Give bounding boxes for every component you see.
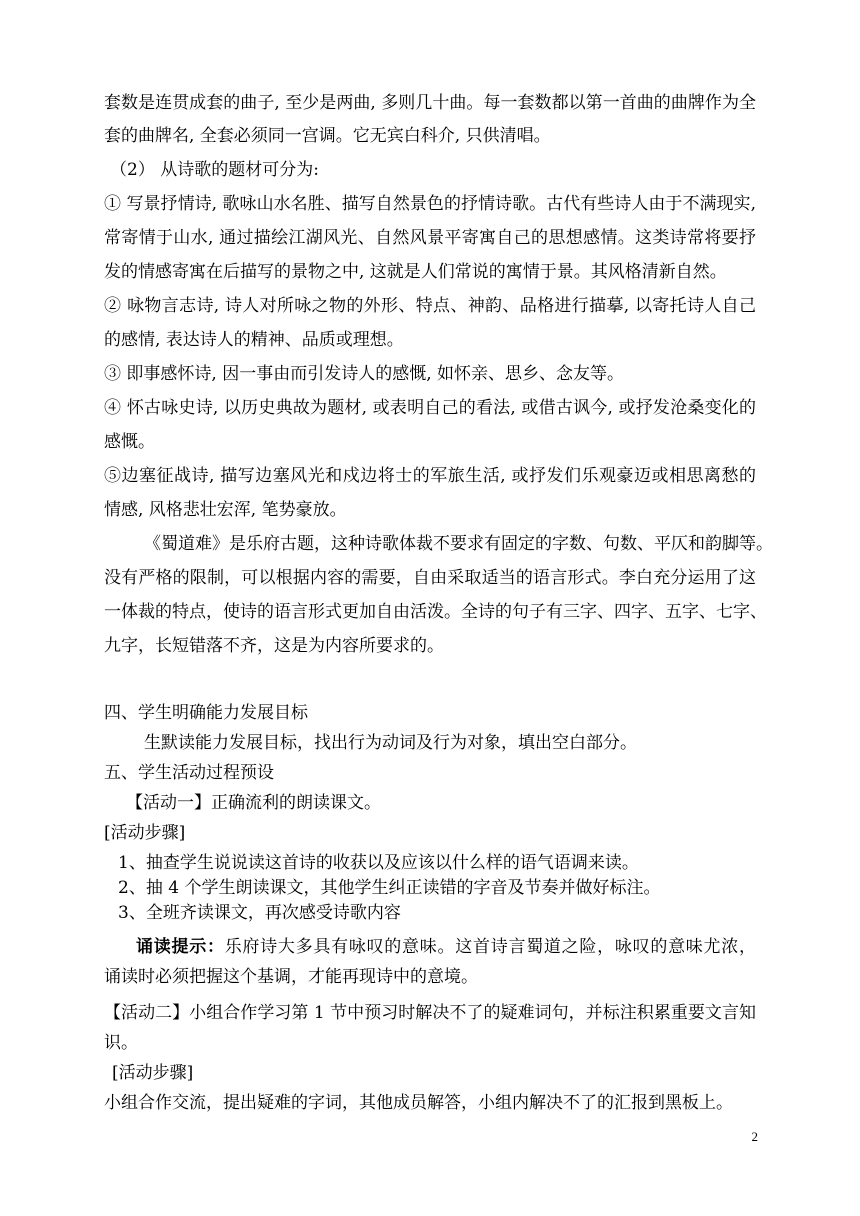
text-line: 小组合作交流，提出疑难的字词，其他成员解答，小组内解决不了的汇报到黑板上。: [104, 1093, 733, 1113]
text-line: 套的曲牌名, 全套必须同一宫调。它无宾白科介, 只供清唱。: [104, 126, 551, 146]
reading-tip-text: 乐府诗大多具有咏叹的意味。这首诗言蜀道之险，咏叹的意味尤浓，: [224, 937, 757, 957]
text-line: 套数是连贯成套的曲子, 至少是两曲, 多则几十曲。每一套数都以第一首曲的曲牌作为全: [104, 93, 756, 113]
text-line: 的感情, 表达诗人的精神、品质或理想。: [104, 330, 404, 350]
text-line: 九字，长短错落不齐，这是为内容所要求的。: [104, 636, 444, 656]
reading-tip-label: 诵读提示：: [136, 937, 225, 957]
activity-heading: 【活动二】小组合作学习第 1 节中预习时解决不了的疑难词句，并标注积累重要文言知: [104, 1003, 756, 1023]
page-number: 2: [751, 1129, 758, 1144]
text-line: 生默读能力发展目标，找出行为动词及行为对象，填出空白部分。: [144, 733, 637, 753]
step-item: 2、抽 4 个学生朗读课文，其他学生纠正读错的字音及节奏并做好标注。: [118, 878, 661, 898]
step-item: 3、全班齐读课文，再次感受诗歌内容: [118, 903, 401, 923]
text-line: ③ 即事感怀诗, 因一事由而引发诗人的感慨, 如怀亲、思乡、念友等。: [104, 364, 625, 384]
text-line: 一体裁的特点，使诗的语言形式更加自由活泼。全诗的句子有三字、四字、五字、七字、: [104, 602, 767, 622]
text-line: 诵读时必须把握这个基调，才能再现诗中的意境。: [104, 967, 478, 987]
text-line: 没有严格的限制，可以根据内容的需要，自由采取适当的语言形式。李白充分运用了这: [104, 568, 756, 588]
section-subheading: （2） 从诗歌的题材可分为:: [110, 160, 319, 180]
section-heading: 五、学生活动过程预设: [104, 763, 274, 783]
text-line: ② 咏物言志诗, 诗人对所咏之物的外形、特点、神韵、品格进行描摹, 以寄托诗人自己: [104, 296, 756, 316]
section-heading: 四、学生明确能力发展目标: [104, 703, 308, 723]
activity-heading: 【活动一】正确流利的朗读课文。: [126, 793, 381, 813]
text-line: ④ 怀古咏史诗, 以历史典故为题材, 或表明自己的看法, 或借古讽今, 或抒发沧桑变化的: [104, 398, 756, 418]
text-line: 《蜀道难》是乐府古题，这种诗歌体裁不要求有固定的字数、句数、平仄和韵脚等。: [144, 534, 773, 554]
steps-label: [活动步骤]: [112, 1063, 194, 1083]
text-line: 发的情感寄寓在后描写的景物之中, 这就是人们常说的寓情于景。其风格清新自然。: [104, 262, 727, 282]
text-line: 常寄情于山水, 通过描绘江湖风光、自然风景平寄寓自己的思想感情。这类诗常将要抒: [104, 228, 756, 248]
text-line: 感慨。: [104, 432, 155, 452]
step-item: 1、抽查学生说说读这首诗的收获以及应该以什么样的语气语调来读。: [118, 853, 639, 873]
text-line: 识。: [104, 1033, 138, 1053]
text-line: ⑤边塞征战诗, 描写边塞风光和戍边将士的军旅生活, 或抒发们乐观豪迈或相思离愁的: [104, 466, 756, 486]
reading-tip-line: [136, 936, 756, 958]
text-line: 情感, 风格悲壮宏浑, 笔势豪放。: [104, 500, 347, 520]
text-line: ① 写景抒情诗, 歌咏山水名胜、描写自然景色的抒情诗歌。古代有些诗人由于不满现实,: [104, 194, 756, 214]
steps-label: [活动步骤]: [104, 823, 186, 843]
